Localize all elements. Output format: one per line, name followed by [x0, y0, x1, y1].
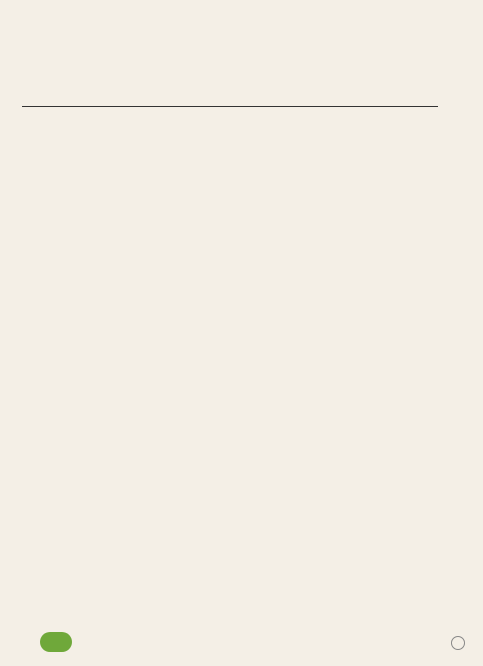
watermark [451, 636, 469, 651]
wechat-icon [451, 636, 465, 650]
subsection-heading [52, 89, 60, 101]
page-number [40, 632, 72, 652]
section-heading [32, 68, 50, 83]
pronunciation-table [22, 106, 438, 107]
